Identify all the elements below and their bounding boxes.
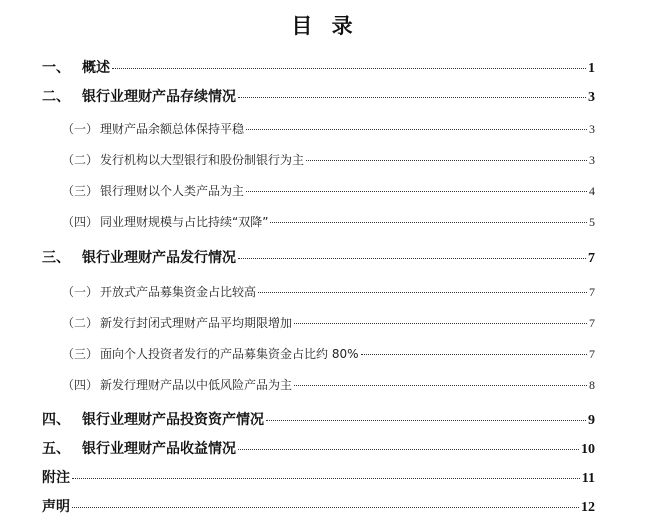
toc-entry-number: （二）: [62, 316, 99, 330]
dot-leader: [112, 68, 586, 69]
toc-entry-title: 银行业理财产品投资资产情况: [82, 412, 264, 428]
toc-page-number: 4: [589, 184, 595, 198]
toc-entry-number: （三）: [62, 184, 99, 198]
toc-entry-number: （四）: [62, 215, 99, 229]
dot-leader: [238, 258, 586, 259]
page-title: 目 录: [291, 14, 359, 38]
toc-entry-number: 五、: [42, 441, 70, 457]
toc-entry-title: 面向个人投资者发行的产品募集资金占比约 80%: [100, 347, 359, 361]
toc-entry-number: （一）: [62, 285, 99, 299]
toc-page-number: 8: [589, 378, 595, 392]
dot-leader: [72, 478, 580, 479]
dot-leader: [238, 97, 586, 98]
toc-entry-title: 声明: [42, 499, 70, 515]
toc-page-number: 3: [589, 153, 595, 167]
toc-page-number: 12: [581, 500, 595, 515]
toc-entry-title: 理财产品余额总体保持平稳: [100, 122, 245, 136]
toc-entry-number: （三）: [62, 347, 99, 361]
dot-leader: [270, 222, 587, 223]
toc-entry-notes[interactable]: [42, 467, 595, 487]
toc-page-number: 1: [588, 61, 595, 76]
toc-entry-title: 发行机构以大型银行和股份制银行为主: [100, 153, 305, 167]
toc-page-number: 7: [589, 316, 595, 330]
toc-subentry[interactable]: [62, 376, 595, 393]
toc-page-number: 3: [589, 122, 595, 136]
toc-entry-title: 开放式产品募集资金占比较高: [100, 285, 257, 299]
toc-page-number: 10: [581, 442, 595, 457]
toc-page-number: 5: [589, 215, 595, 229]
toc-subentry[interactable]: [62, 345, 595, 362]
toc-entry-title: 附注: [42, 470, 70, 486]
toc-entry-number: （四）: [62, 378, 99, 392]
toc-entry-number: 四、: [42, 412, 70, 428]
toc-entry-title: 新发行封闭式理财产品平均期限增加: [100, 316, 293, 330]
toc-entry-overview[interactable]: [42, 57, 595, 77]
toc-subentry[interactable]: [62, 182, 595, 199]
toc-subentry[interactable]: [62, 283, 595, 300]
toc-subentry[interactable]: [62, 314, 595, 331]
toc-entry-title: 银行业理财产品发行情况: [82, 250, 236, 266]
toc-entry-title: 概述: [82, 60, 110, 76]
toc-entry-returns[interactable]: [42, 438, 595, 458]
toc-page-number: 3: [588, 90, 595, 105]
toc-subentry[interactable]: [62, 120, 595, 137]
toc-subentry[interactable]: [62, 213, 595, 230]
dot-leader: [294, 385, 587, 386]
toc-entry-number: 一、: [42, 60, 70, 76]
toc-subentry[interactable]: [62, 151, 595, 168]
toc-entry-title: 银行业理财产品收益情况: [82, 441, 236, 457]
toc-page-number: 9: [588, 413, 595, 428]
toc-entry-number: （二）: [62, 153, 99, 167]
toc-entry-title: 银行理财以个人类产品为主: [100, 184, 245, 198]
toc-page-number: 7: [589, 285, 595, 299]
dot-leader: [306, 160, 587, 161]
toc-entry-statement[interactable]: [42, 496, 595, 516]
dot-leader: [294, 323, 587, 324]
toc-page-number: 7: [588, 251, 595, 266]
toc-entry-outstanding[interactable]: [42, 86, 595, 106]
toc-page-number: 7: [589, 347, 595, 361]
dot-leader: [258, 292, 587, 293]
dot-leader: [361, 354, 588, 355]
toc-entry-title: 新发行理财产品以中低风险产品为主: [100, 378, 293, 392]
toc-entry-investment[interactable]: [42, 409, 595, 429]
dot-leader: [72, 507, 579, 508]
toc-entry-issuance[interactable]: [42, 247, 595, 267]
dot-leader: [266, 420, 586, 421]
dot-leader: [238, 449, 579, 450]
toc-entry-number: 三、: [42, 250, 70, 266]
toc-entry-title: 同业理财规模与占比持续“双降”: [100, 215, 269, 229]
toc-entry-number: 二、: [42, 89, 70, 105]
dot-leader: [246, 129, 587, 130]
toc-page-number: 11: [581, 471, 595, 486]
toc-entry-title: 银行业理财产品存续情况: [82, 89, 236, 105]
toc-entry-number: （一）: [62, 122, 99, 136]
dot-leader: [246, 191, 587, 192]
